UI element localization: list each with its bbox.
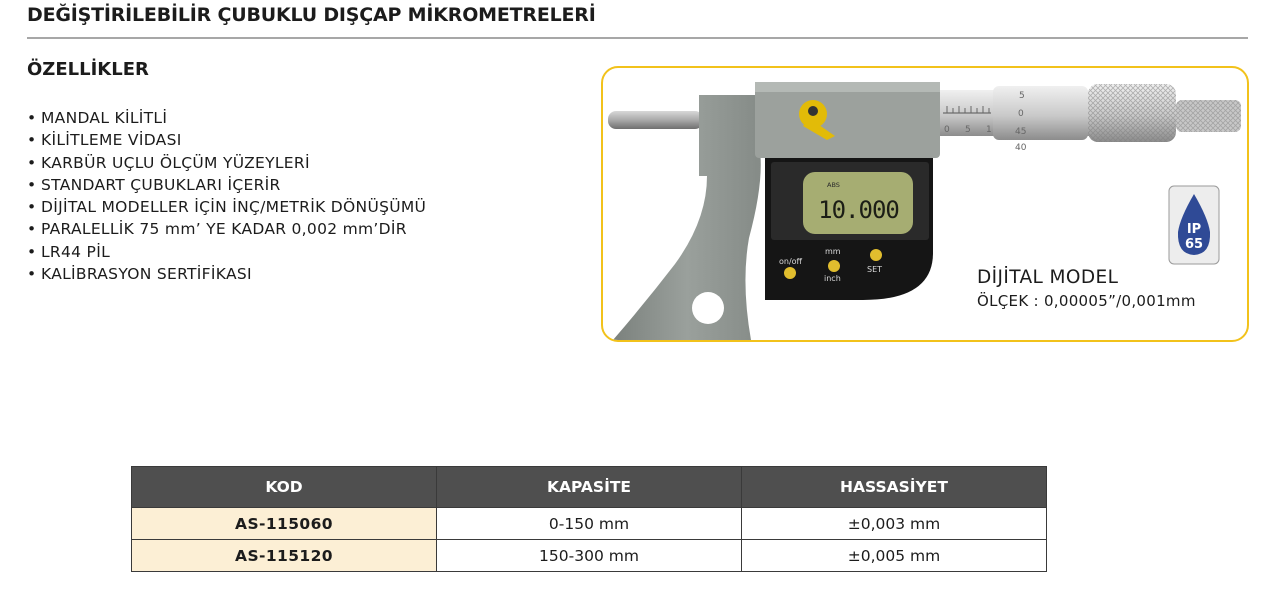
bullet-icon: •	[27, 109, 37, 127]
feature-text: PARALELLİK 75 mm’ YE KADAR 0,002 mm’DİR	[41, 220, 407, 239]
mm-label: mm	[825, 247, 841, 256]
micrometer-thimble	[993, 86, 1088, 140]
capacity-cell: 150-300 mm	[437, 540, 742, 572]
feature-text: KARBÜR UÇLU ÖLÇÜM YÜZEYLERİ	[41, 153, 310, 172]
bullet-icon: •	[27, 220, 37, 239]
feature-text: MANDAL KİLİTLİ	[41, 109, 168, 127]
feature-item	[27, 107, 426, 129]
micrometer-head	[755, 82, 940, 158]
mm-inch-button	[828, 260, 840, 272]
feature-item	[27, 196, 426, 218]
on-off-button	[784, 267, 796, 279]
set-label: SET	[867, 265, 883, 274]
product-image-frame	[601, 66, 1249, 342]
feature-item	[27, 218, 426, 240]
column-header-capacity: KAPASİTE	[437, 467, 742, 508]
bullet-icon: •	[27, 242, 37, 261]
bullet-icon: •	[27, 175, 37, 194]
feature-text: STANDART ÇUBUKLARI İÇERİR	[41, 175, 281, 194]
table-header-row	[132, 467, 1047, 508]
ip-rating: 65	[1184, 237, 1204, 252]
feature-text: KİLİTLEME VİDASI	[41, 131, 182, 150]
table-row	[132, 508, 1047, 540]
capacity-cell: 0-150 mm	[437, 508, 742, 540]
title-divider	[27, 37, 1248, 39]
frame-hole	[692, 292, 724, 324]
column-header-code: KOD	[132, 467, 437, 508]
thimble-number: 0	[1018, 109, 1024, 119]
digital-model-title: DİJİTAL MODEL	[977, 267, 1119, 288]
feature-item	[27, 152, 426, 174]
sleeve-number: 0	[944, 125, 950, 135]
thimble-number: 5	[1019, 91, 1025, 101]
feature-item	[27, 129, 426, 151]
table-row	[132, 540, 1047, 572]
lcd-mode-label: ABS	[827, 181, 840, 189]
accuracy-cell: ±0,005 mm	[742, 540, 1047, 572]
lcd-reading: 10.000	[818, 196, 899, 224]
product-code-cell: AS-115060	[132, 508, 437, 540]
bullet-icon: •	[27, 198, 37, 217]
bullet-icon: •	[27, 153, 37, 172]
features-list	[27, 107, 426, 285]
bullet-icon: •	[27, 131, 37, 150]
sleeve-number: 1	[986, 125, 992, 135]
feature-item	[27, 263, 426, 285]
thimble-number: 40	[1015, 143, 1027, 153]
digital-model-scale: ÖLÇEK : 0,00005”/0,001mm	[977, 292, 1196, 310]
feature-item	[27, 174, 426, 196]
on-off-label: on/off	[779, 257, 803, 266]
feature-text: DİJİTAL MODELLER İÇİN İNÇ/METRİK DÖNÜŞÜMÜ	[41, 198, 427, 217]
feature-item	[27, 241, 426, 263]
micrometer-frame	[613, 95, 761, 340]
sleeve-number: 5	[965, 125, 971, 135]
feature-text: KALİBRASYON SERTİFİKASI	[41, 265, 252, 284]
set-button	[870, 249, 882, 261]
page-title: DEĞİŞTİRİLEBİLİR ÇUBUKLU DIŞÇAP MİKROMETRELERİ	[27, 4, 596, 26]
thimble-number: 45	[1015, 127, 1027, 137]
features-heading: ÖZELLİKLER	[27, 59, 149, 80]
accuracy-cell: ±0,003 mm	[742, 508, 1047, 540]
column-header-accuracy: HASSASİYET	[742, 467, 1047, 508]
inch-label: inch	[824, 274, 841, 283]
bullet-icon: •	[27, 265, 37, 284]
product-table	[131, 466, 1047, 572]
feature-text: LR44 PİL	[41, 242, 111, 261]
anvil-rod	[608, 111, 703, 129]
product-code-cell: AS-115120	[132, 540, 437, 572]
ip-label: IP	[1186, 222, 1202, 237]
